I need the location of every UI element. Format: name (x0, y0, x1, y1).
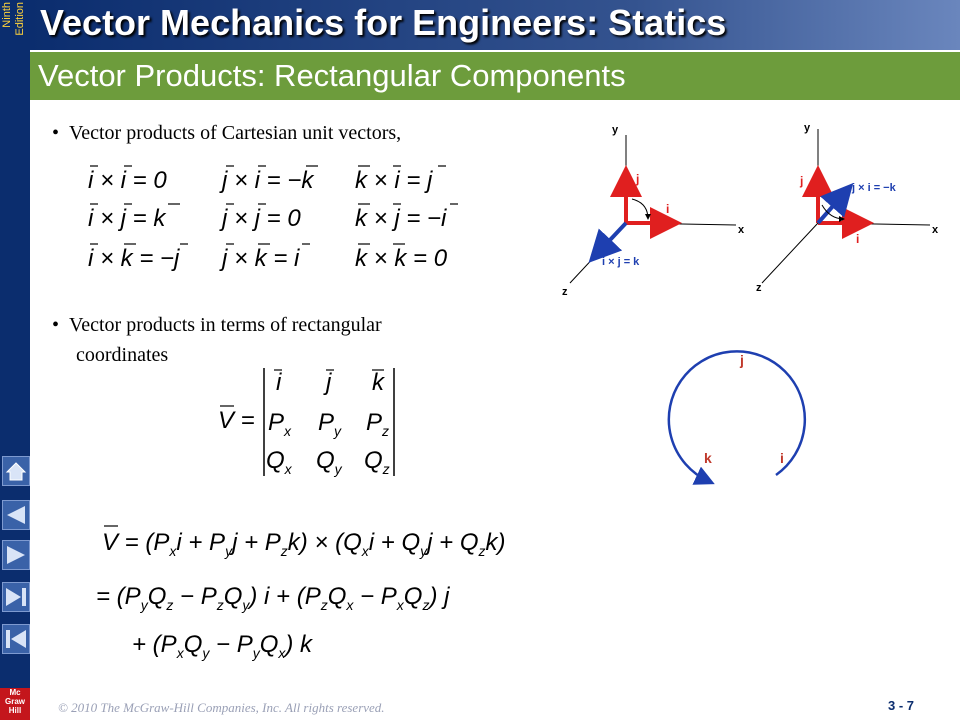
first-button[interactable] (2, 624, 30, 654)
k-vector (594, 223, 626, 257)
circle-k-label: k (704, 450, 712, 466)
x-label: x (738, 224, 745, 236)
eq-i-x-k: i × k = −j (88, 245, 180, 272)
last-icon (3, 583, 29, 611)
det-qz: $Q_z$ (364, 447, 390, 477)
previous-icon (3, 501, 29, 529)
eq-j-x-i: j × i = −k (222, 167, 314, 194)
page-number: 3 - 7 (888, 698, 915, 713)
det-k: k (372, 369, 384, 396)
edition-line1: Ninth (1, 2, 13, 28)
figure-j-cross-i (752, 115, 952, 300)
det-qx: $Q_x$ (266, 447, 292, 477)
next-button[interactable] (2, 540, 30, 570)
eq-j-x-j: j × j = 0 (222, 205, 301, 232)
expansion-line2: = $(P_yQ_z - P_zQ_y) i + (P_zQ_x - P_xQ_z)$ j (96, 583, 450, 613)
next-icon (3, 541, 29, 569)
eq-k-x-j: k × j = −i (355, 205, 447, 232)
home-button[interactable] (2, 456, 30, 486)
bullet1-text: Vector products of Cartesian unit vectors, (69, 122, 402, 144)
determinant-formula (214, 362, 404, 482)
section-title: Vector Products: Rectangular Components (38, 58, 626, 93)
mcgraw-hill-logo (0, 688, 30, 720)
title-banner (30, 0, 960, 50)
eq-k-x-k: k × k = 0 (355, 245, 448, 272)
expansion-line3: + $(P_xQ_y - P_yQ_x)$ k (132, 631, 313, 661)
bullet-rect-coords: • Vector products in terms of rectangular (52, 314, 382, 336)
eq-k-x-i: k × i = j (355, 167, 433, 194)
edition-line2: Edition (14, 2, 26, 36)
first-icon (3, 625, 29, 653)
z-label: z (562, 286, 568, 298)
logo-line2: Graw (4, 697, 25, 706)
result-label: j × i = −k (852, 182, 896, 194)
determinant-lhs: V = (218, 407, 255, 434)
eq-j-x-k: j × k = i (222, 245, 300, 272)
previous-button[interactable] (2, 500, 30, 530)
expansion-line1: $V = (P_xi + P_yj + P_zk) \times (Q_xi + Q_yj + Q_zk)$ (102, 529, 506, 559)
det-px: $P_x$ (268, 409, 292, 439)
circle-mnemonic (660, 335, 830, 490)
last-button[interactable] (2, 582, 30, 612)
z-axis (762, 223, 818, 283)
copyright-text: © 2010 The McGraw-Hill Companies, Inc. All rights reserved. (58, 700, 385, 715)
logo-line1: Mc (9, 688, 21, 697)
rotation-arrow (632, 199, 648, 219)
rotation-circle (669, 351, 805, 481)
j-label: j (800, 174, 804, 188)
bullet-unit-vectors: • Vector products of Cartesian unit vectors, (52, 122, 402, 144)
book-title: Vector Mechanics for Engineers: Statics (40, 2, 727, 43)
i-label: i (666, 202, 670, 216)
expansion-formula (94, 512, 544, 662)
det-j: j (326, 369, 332, 396)
unit-vector-table (80, 160, 480, 280)
section-bar (30, 52, 960, 100)
j-label: j (636, 172, 640, 186)
circle-i-label: i (780, 450, 784, 466)
z-label: z (756, 282, 762, 294)
det-py: $P_y$ (318, 409, 342, 439)
y-label: y (804, 122, 811, 134)
i-label: i (856, 232, 860, 246)
det-pz: $P_z$ (366, 409, 390, 439)
det-i: i (276, 369, 282, 396)
x-label: x (932, 224, 939, 236)
y-label: y (612, 124, 619, 136)
eq-i-x-j: i × j = k (88, 205, 166, 232)
result-label: i × j = k (602, 256, 640, 268)
det-qy: $Q_y$ (316, 447, 342, 477)
circle-j-label: j (740, 352, 744, 368)
bullet2-line1: Vector products in terms of rectangular (69, 314, 382, 336)
eq-i-x-i: i × i = 0 (88, 167, 167, 194)
home-icon (3, 457, 29, 485)
bullet2-line2: coordinates (76, 344, 169, 366)
figure-i-cross-j (556, 115, 756, 300)
logo-line3: Hill (8, 706, 22, 715)
